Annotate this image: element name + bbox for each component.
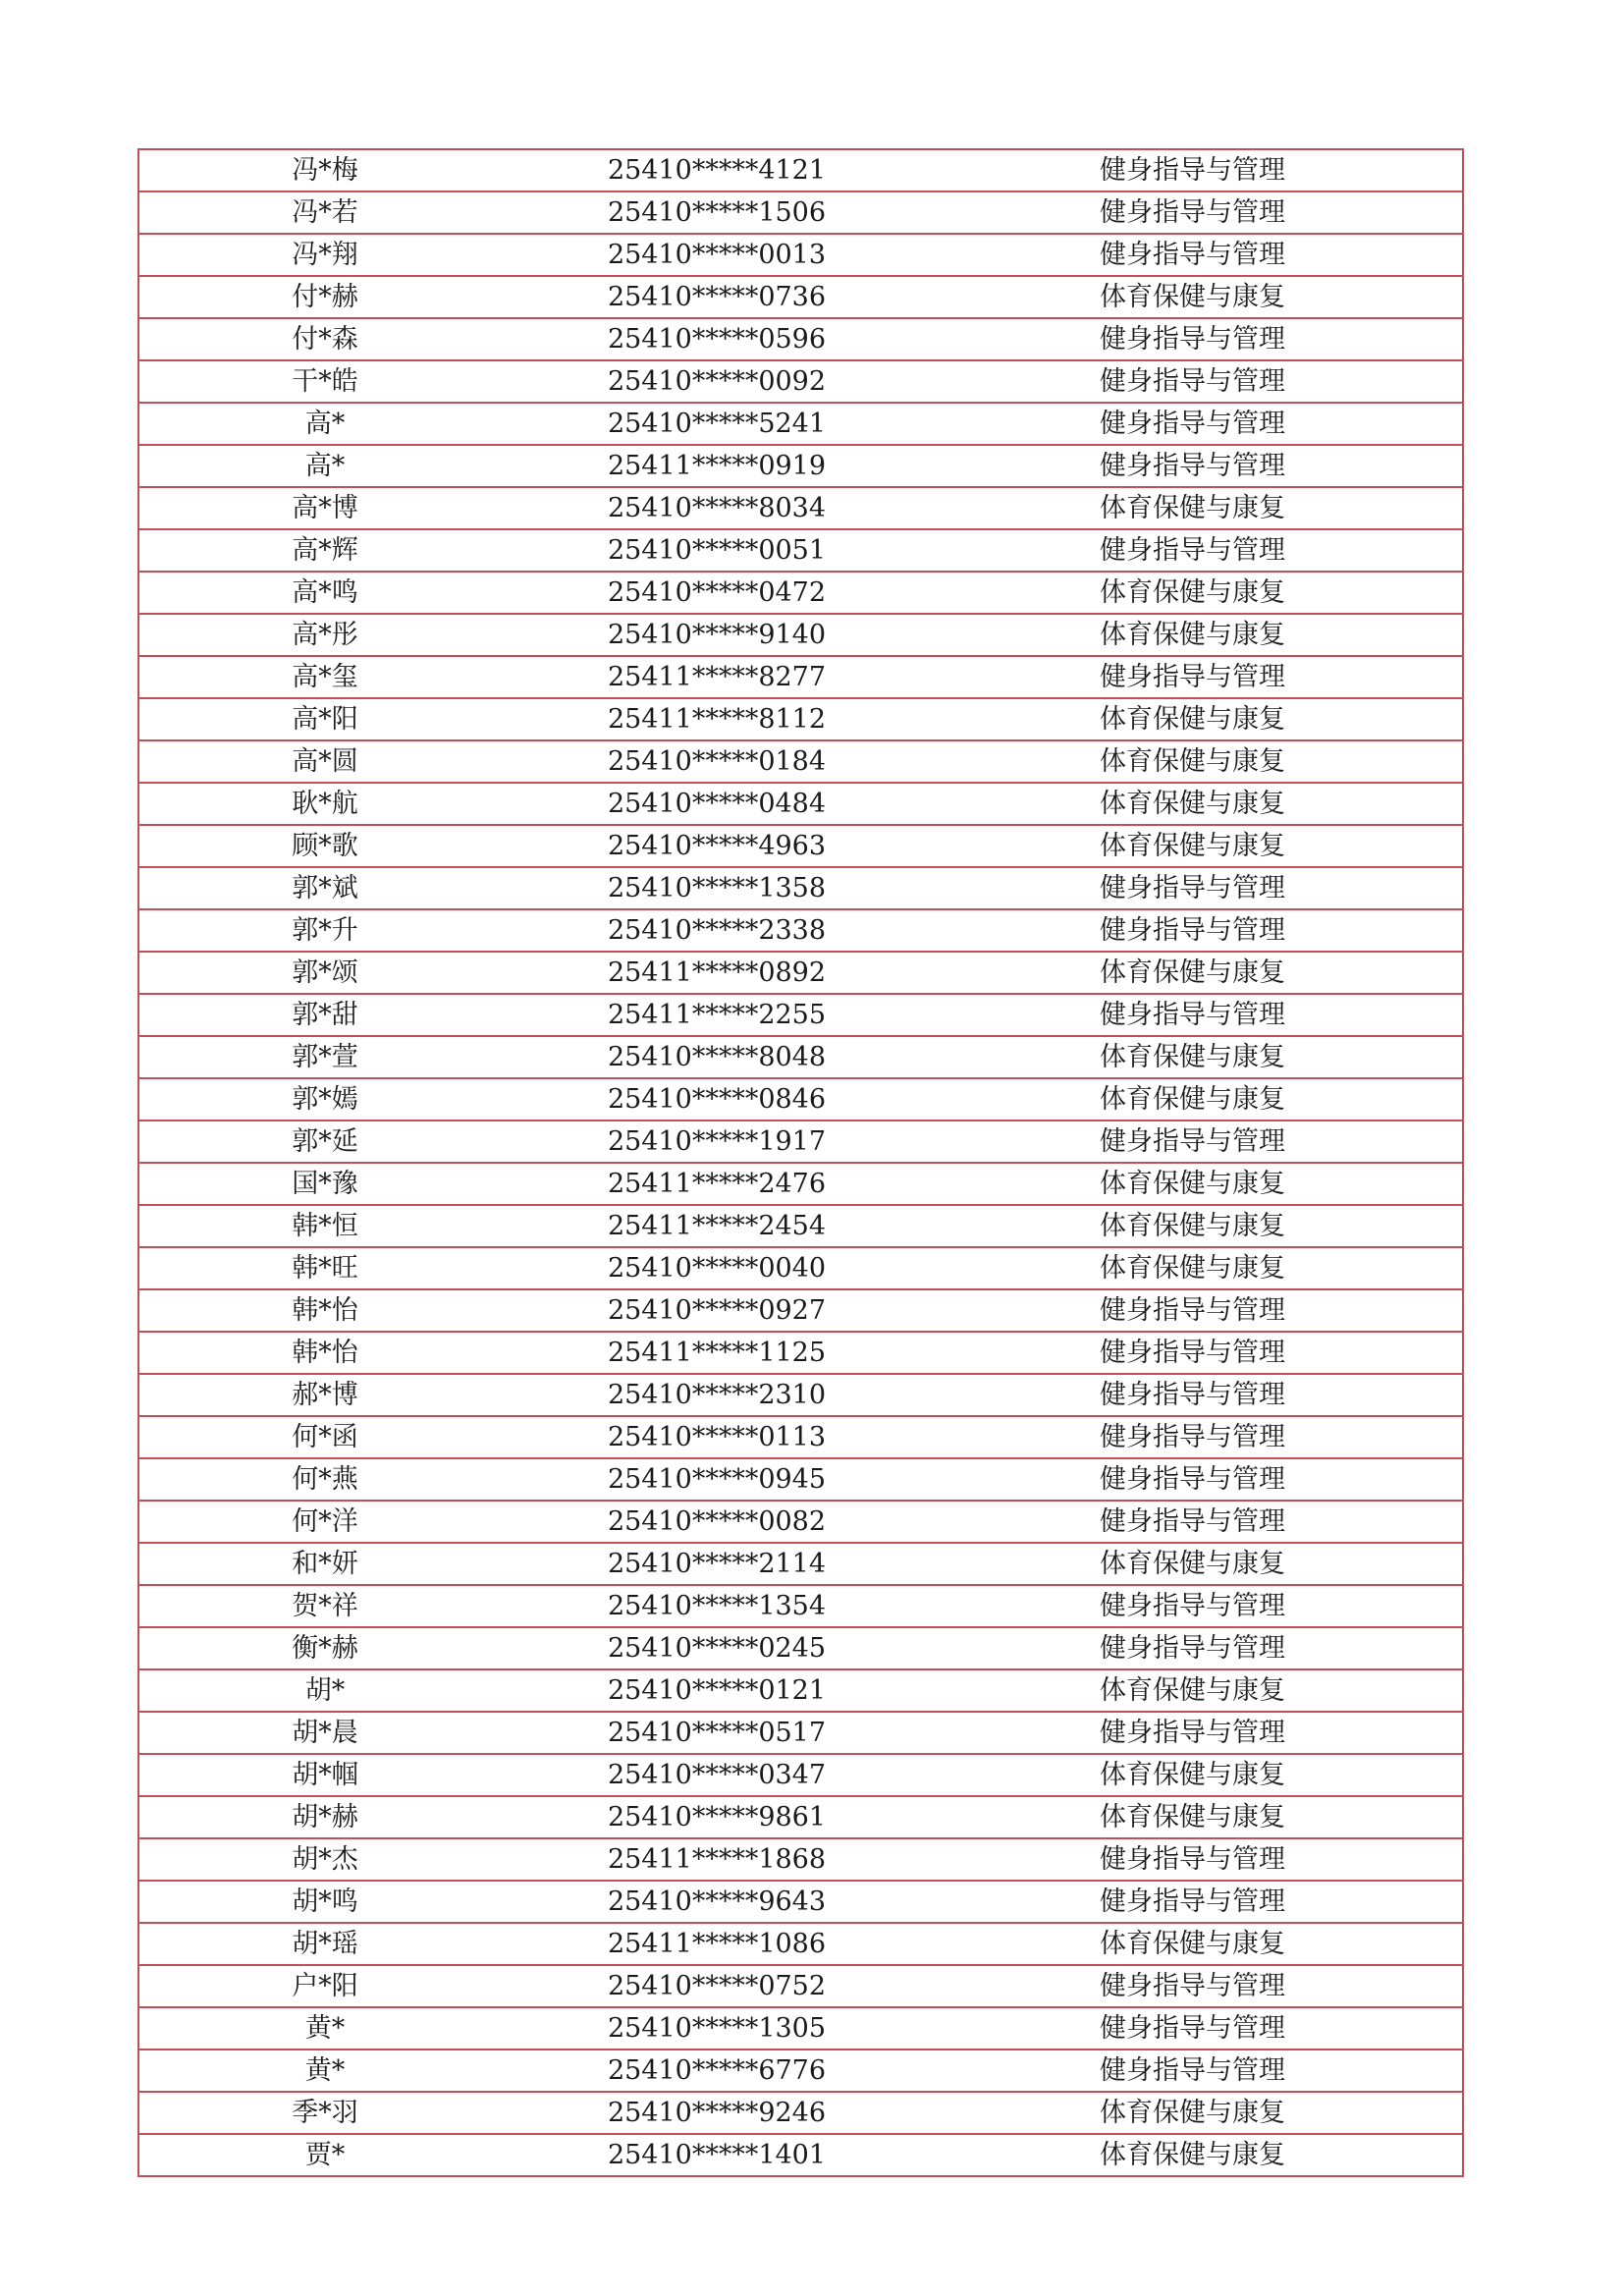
name-cell [138, 149, 511, 191]
student-id-cell: 25411*****1868 [511, 1838, 923, 1881]
major-cell: 健身指导与管理 [923, 909, 1463, 952]
table-row [138, 1627, 1463, 1669]
student-id-cell: 25410*****1354 [511, 1585, 923, 1627]
name-cell [138, 1289, 511, 1332]
name-cell [138, 698, 511, 740]
major-cell: 健身指导与管理 [923, 1965, 1463, 2007]
student-id-cell: 25410*****1358 [511, 867, 923, 909]
name-cell [138, 1374, 511, 1416]
name-cell [138, 825, 511, 867]
major-cell: 体育保健与康复 [923, 276, 1463, 318]
major-cell: 健身指导与管理 [923, 656, 1463, 698]
table-row [138, 276, 1463, 318]
major-cell: 体育保健与康复 [923, 572, 1463, 614]
major-cell: 健身指导与管理 [923, 2050, 1463, 2092]
table-row [138, 1078, 1463, 1121]
student-id-cell: 25410*****6776 [511, 2050, 923, 2092]
name-cell [138, 1501, 511, 1543]
major-cell: 健身指导与管理 [923, 529, 1463, 572]
table-row [138, 2050, 1463, 2092]
table-row [138, 656, 1463, 698]
student-name: 耿*航 [292, 789, 358, 819]
student-name: 贺*祥 [292, 1591, 358, 1621]
table-row [138, 149, 1463, 191]
student-name: 高*玺 [292, 662, 358, 692]
student-id-cell: 25411*****1125 [511, 1332, 923, 1374]
name-cell [138, 1627, 511, 1669]
name-cell [138, 994, 511, 1036]
name-cell [138, 909, 511, 952]
student-name: 郭*延 [292, 1126, 358, 1157]
major-cell: 体育保健与康复 [923, 2092, 1463, 2134]
student-id-cell: 25410*****9643 [511, 1881, 923, 1923]
student-name: 顾*歌 [292, 831, 358, 861]
student-name: 冯*若 [292, 197, 358, 228]
student-name: 胡*鸣 [292, 1886, 358, 1917]
name-cell [138, 487, 511, 529]
student-id-cell: 25410*****0184 [511, 740, 923, 783]
table-row [138, 1289, 1463, 1332]
student-name: 韩*恒 [292, 1211, 358, 1241]
table-row [138, 1332, 1463, 1374]
student-id-cell: 25410*****1305 [511, 2007, 923, 2050]
name-cell [138, 867, 511, 909]
table-row [138, 1669, 1463, 1712]
student-name: 干*皓 [292, 366, 358, 397]
table-row [138, 234, 1463, 276]
major-cell: 体育保健与康复 [923, 1205, 1463, 1247]
student-name: 郭*甜 [292, 1000, 358, 1030]
major-cell: 健身指导与管理 [923, 1374, 1463, 1416]
major-cell: 体育保健与康复 [923, 825, 1463, 867]
name-cell [138, 2092, 511, 2134]
table-row [138, 2092, 1463, 2134]
student-id-cell: 25410*****0945 [511, 1458, 923, 1501]
major-cell: 健身指导与管理 [923, 1121, 1463, 1163]
student-id-cell: 25410*****0472 [511, 572, 923, 614]
student-id-cell: 25410*****2310 [511, 1374, 923, 1416]
table-row [138, 487, 1463, 529]
student-name: 韩*怡 [292, 1338, 358, 1368]
table-row [138, 1585, 1463, 1627]
name-cell [138, 1838, 511, 1881]
major-cell: 体育保健与康复 [923, 1543, 1463, 1585]
student-name: 郭*升 [292, 915, 358, 946]
student-id-cell: 25411*****1086 [511, 1923, 923, 1965]
name-cell [138, 1712, 511, 1754]
student-name: 冯*翔 [292, 240, 358, 270]
name-cell [138, 1078, 511, 1121]
student-id-cell: 25410*****0927 [511, 1289, 923, 1332]
name-cell [138, 1121, 511, 1163]
name-cell [138, 1205, 511, 1247]
name-cell [138, 2050, 511, 2092]
student-name: 高*鸣 [292, 577, 358, 608]
table-row [138, 529, 1463, 572]
major-cell: 健身指导与管理 [923, 2007, 1463, 2050]
student-id-cell: 25410*****2114 [511, 1543, 923, 1585]
major-cell: 健身指导与管理 [923, 1881, 1463, 1923]
name-cell [138, 1247, 511, 1289]
student-name: 郭*萱 [292, 1042, 358, 1072]
student-name: 高*辉 [292, 535, 358, 566]
table-row [138, 2134, 1463, 2176]
student-name: 付*赫 [292, 282, 358, 312]
student-name: 冯*梅 [292, 155, 358, 186]
major-cell: 体育保健与康复 [923, 1247, 1463, 1289]
major-cell: 健身指导与管理 [923, 149, 1463, 191]
student-name: 韩*怡 [292, 1295, 358, 1326]
student-name: 郝*博 [292, 1380, 358, 1410]
table-row [138, 1501, 1463, 1543]
name-cell [138, 1163, 511, 1205]
student-name: 户*阳 [292, 1971, 358, 2001]
name-cell [138, 1669, 511, 1712]
name-cell [138, 1965, 511, 2007]
student-name: 高*阳 [292, 704, 358, 735]
major-cell: 体育保健与康复 [923, 1754, 1463, 1796]
student-id-cell: 25410*****4963 [511, 825, 923, 867]
student-id-cell: 25410*****0082 [511, 1501, 923, 1543]
name-cell [138, 2007, 511, 2050]
student-name: 胡*杰 [292, 1844, 358, 1875]
student-id-cell: 25411*****2255 [511, 994, 923, 1036]
student-id-cell: 25410*****5241 [511, 403, 923, 445]
table-row [138, 2007, 1463, 2050]
table-row [138, 994, 1463, 1036]
student-name: 和*妍 [292, 1549, 358, 1579]
student-id-cell: 25410*****0736 [511, 276, 923, 318]
name-cell [138, 191, 511, 234]
student-id-cell: 25411*****8112 [511, 698, 923, 740]
name-cell [138, 360, 511, 403]
student-id-cell: 25410*****0051 [511, 529, 923, 572]
student-name: 国*豫 [292, 1169, 358, 1199]
major-cell: 健身指导与管理 [923, 1458, 1463, 1501]
table-row [138, 1754, 1463, 1796]
name-cell [138, 952, 511, 994]
major-cell: 健身指导与管理 [923, 191, 1463, 234]
table-row [138, 952, 1463, 994]
table-row [138, 191, 1463, 234]
major-cell: 体育保健与康复 [923, 952, 1463, 994]
table-row [138, 318, 1463, 360]
student-id-cell: 25410*****0121 [511, 1669, 923, 1712]
student-name: 付*森 [292, 324, 358, 355]
student-id-cell: 25410*****9140 [511, 614, 923, 656]
student-name: 高*博 [292, 493, 358, 523]
major-cell: 体育保健与康复 [923, 1923, 1463, 1965]
student-name: 胡*帼 [292, 1760, 358, 1790]
major-cell: 健身指导与管理 [923, 318, 1463, 360]
table-row [138, 909, 1463, 952]
table-row [138, 1881, 1463, 1923]
name-cell [138, 318, 511, 360]
student-id-cell: 25410*****0517 [511, 1712, 923, 1754]
table-row [138, 1965, 1463, 2007]
student-name: 胡*瑶 [292, 1929, 358, 1959]
table-row [138, 1247, 1463, 1289]
major-cell: 健身指导与管理 [923, 1712, 1463, 1754]
major-cell: 健身指导与管理 [923, 1289, 1463, 1332]
table-row [138, 825, 1463, 867]
student-id-cell: 25411*****0919 [511, 445, 923, 487]
name-cell [138, 529, 511, 572]
table-row [138, 360, 1463, 403]
name-cell [138, 1543, 511, 1585]
table-row [138, 403, 1463, 445]
student-name: 高* [304, 409, 346, 439]
table-row [138, 740, 1463, 783]
name-cell [138, 1754, 511, 1796]
student-name: 黄* [304, 2055, 346, 2086]
student-name: 郭*嫣 [292, 1084, 358, 1115]
name-cell [138, 1036, 511, 1078]
student-name: 黄* [304, 2013, 346, 2044]
name-cell [138, 1416, 511, 1458]
table-row [138, 783, 1463, 825]
student-id-cell: 25411*****2476 [511, 1163, 923, 1205]
student-id-cell: 25410*****0347 [511, 1754, 923, 1796]
major-cell: 健身指导与管理 [923, 867, 1463, 909]
table-row [138, 1923, 1463, 1965]
major-cell: 体育保健与康复 [923, 487, 1463, 529]
student-id-cell: 25410*****0092 [511, 360, 923, 403]
student-name: 季*羽 [292, 2098, 358, 2128]
student-name: 郭*斌 [292, 873, 358, 903]
student-id-cell: 25410*****2338 [511, 909, 923, 952]
name-cell [138, 403, 511, 445]
table-row [138, 1796, 1463, 1838]
student-id-cell: 25411*****8277 [511, 656, 923, 698]
major-cell: 体育保健与康复 [923, 1036, 1463, 1078]
student-id-cell: 25410*****0596 [511, 318, 923, 360]
name-cell [138, 276, 511, 318]
major-cell: 体育保健与康复 [923, 2134, 1463, 2176]
roster-table [137, 148, 1464, 2177]
student-id-cell: 25411*****2454 [511, 1205, 923, 1247]
major-cell: 健身指导与管理 [923, 1838, 1463, 1881]
roster-table-body [138, 149, 1463, 2176]
table-row [138, 1416, 1463, 1458]
major-cell: 健身指导与管理 [923, 1627, 1463, 1669]
major-cell: 健身指导与管理 [923, 403, 1463, 445]
major-cell: 健身指导与管理 [923, 1501, 1463, 1543]
student-name: 何*函 [292, 1422, 358, 1452]
name-cell [138, 1332, 511, 1374]
name-cell [138, 1923, 511, 1965]
name-cell [138, 1458, 511, 1501]
table-row [138, 867, 1463, 909]
table-row [138, 572, 1463, 614]
major-cell: 体育保健与康复 [923, 783, 1463, 825]
name-cell [138, 1881, 511, 1923]
name-cell [138, 614, 511, 656]
table-row [138, 1458, 1463, 1501]
name-cell [138, 2134, 511, 2176]
major-cell: 体育保健与康复 [923, 1163, 1463, 1205]
student-id-cell: 25410*****4121 [511, 149, 923, 191]
name-cell [138, 740, 511, 783]
table-row [138, 1205, 1463, 1247]
student-name: 高*彤 [292, 620, 358, 650]
table-row [138, 698, 1463, 740]
major-cell: 体育保健与康复 [923, 614, 1463, 656]
major-cell: 体育保健与康复 [923, 1078, 1463, 1121]
student-id-cell: 25411*****0892 [511, 952, 923, 994]
student-name: 衡*赫 [292, 1633, 358, 1664]
table-row [138, 614, 1463, 656]
name-cell [138, 445, 511, 487]
student-id-cell: 25410*****8034 [511, 487, 923, 529]
student-name: 胡*赫 [292, 1802, 358, 1832]
student-id-cell: 25410*****9861 [511, 1796, 923, 1838]
table-row [138, 1838, 1463, 1881]
student-name: 何*洋 [292, 1506, 358, 1537]
table-row [138, 1712, 1463, 1754]
student-id-cell: 25410*****1917 [511, 1121, 923, 1163]
major-cell: 健身指导与管理 [923, 445, 1463, 487]
major-cell: 体育保健与康复 [923, 1796, 1463, 1838]
major-cell: 体育保健与康复 [923, 1669, 1463, 1712]
student-name: 胡*晨 [292, 1718, 358, 1748]
name-cell [138, 1585, 511, 1627]
student-id-cell: 25410*****1401 [511, 2134, 923, 2176]
table-row [138, 1121, 1463, 1163]
student-id-cell: 25410*****1506 [511, 191, 923, 234]
student-id-cell: 25410*****0245 [511, 1627, 923, 1669]
student-name: 高*圆 [292, 746, 358, 777]
table-row [138, 1543, 1463, 1585]
student-name: 胡* [304, 1675, 346, 1706]
name-cell [138, 783, 511, 825]
student-id-cell: 25410*****0846 [511, 1078, 923, 1121]
student-id-cell: 25410*****0013 [511, 234, 923, 276]
student-name: 高* [304, 451, 346, 481]
major-cell: 体育保健与康复 [923, 698, 1463, 740]
major-cell: 健身指导与管理 [923, 1416, 1463, 1458]
major-cell: 健身指导与管理 [923, 1585, 1463, 1627]
student-id-cell: 25410*****9246 [511, 2092, 923, 2134]
name-cell [138, 1796, 511, 1838]
student-id-cell: 25410*****0484 [511, 783, 923, 825]
major-cell: 体育保健与康复 [923, 740, 1463, 783]
student-name: 何*燕 [292, 1464, 358, 1495]
student-name: 郭*颂 [292, 957, 358, 988]
name-cell [138, 656, 511, 698]
major-cell: 健身指导与管理 [923, 1332, 1463, 1374]
student-id-cell: 25410*****8048 [511, 1036, 923, 1078]
name-cell [138, 234, 511, 276]
student-id-cell: 25410*****0113 [511, 1416, 923, 1458]
student-id-cell: 25410*****0040 [511, 1247, 923, 1289]
table-row [138, 445, 1463, 487]
student-name: 贾* [304, 2140, 346, 2170]
table-row [138, 1374, 1463, 1416]
student-name: 韩*旺 [292, 1253, 358, 1284]
major-cell: 健身指导与管理 [923, 994, 1463, 1036]
name-cell [138, 572, 511, 614]
table-row [138, 1163, 1463, 1205]
table-row [138, 1036, 1463, 1078]
major-cell: 健身指导与管理 [923, 360, 1463, 403]
student-id-cell: 25410*****0752 [511, 1965, 923, 2007]
major-cell: 健身指导与管理 [923, 234, 1463, 276]
